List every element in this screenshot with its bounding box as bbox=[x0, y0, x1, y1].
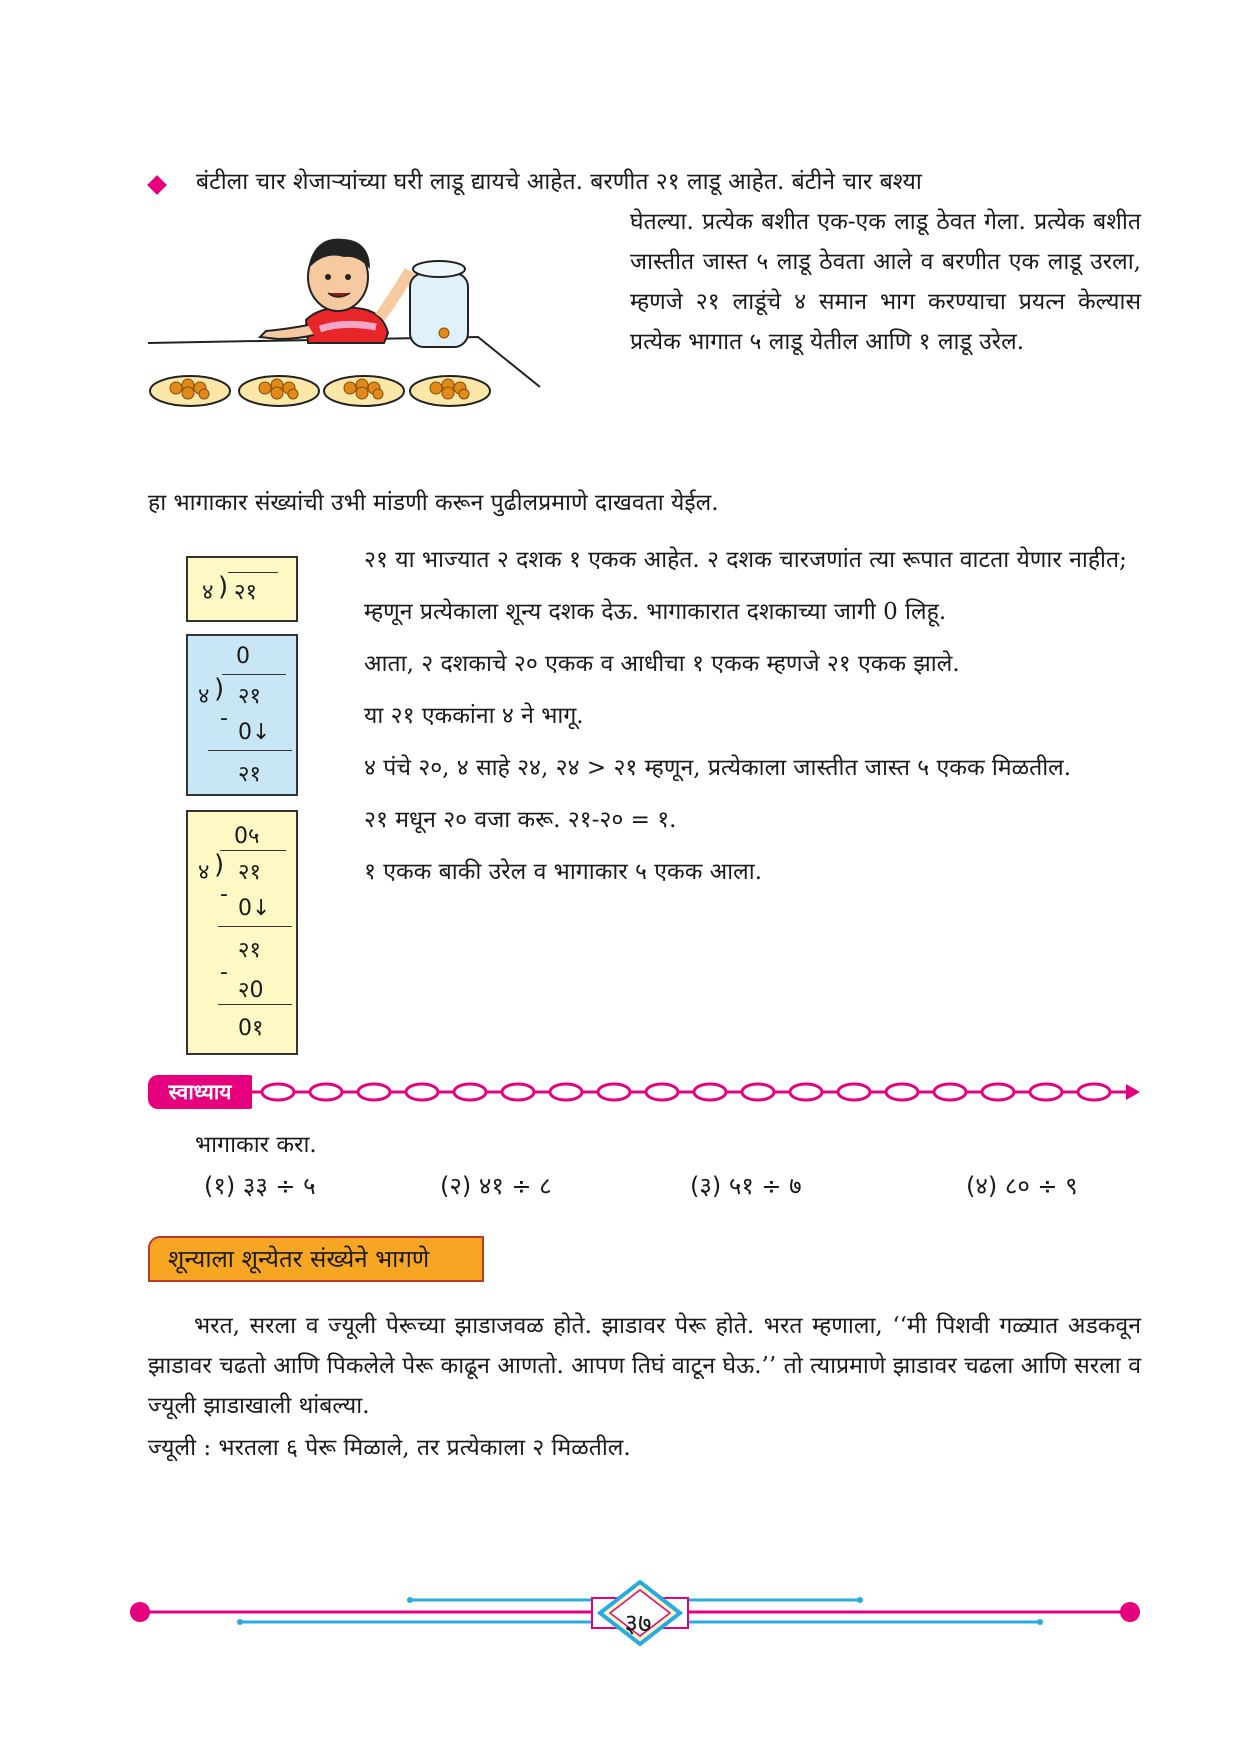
minus-sign-2: - bbox=[220, 960, 228, 985]
quotient: 0 bbox=[236, 644, 250, 669]
bullet-diamond-icon bbox=[147, 175, 167, 195]
subtrahend: 0↓ bbox=[238, 720, 271, 745]
step-4: या २१ एककांना ४ ने भागू. bbox=[364, 703, 584, 729]
decorative-chain-border bbox=[250, 1076, 1140, 1108]
quotient: 0५ bbox=[234, 824, 260, 849]
minus-sign: - bbox=[220, 706, 228, 731]
exercise-item-1: (१) ३३ ÷ ५ bbox=[204, 1172, 316, 1200]
division-bar bbox=[220, 850, 286, 851]
boy-with-laddoo-jar-illustration bbox=[148, 225, 618, 465]
section-heading: शून्याला शून्येतर संख्येने भागणे bbox=[168, 1245, 430, 1273]
subtrahend-1: 0↓ bbox=[238, 896, 271, 921]
divisor: ४ bbox=[198, 684, 210, 709]
subtrahend-2: २0 bbox=[238, 978, 264, 1003]
intro-paragraph: घेतल्या. प्रत्येक बशीत एक-एक लाडू ठेवत गेला. प्रत्येक बशीत जास्तीत जास्त ५ लाडू ठेवता आले व बरणीत एक लाडू उरला, म्हणजे २१ लाडूंचे ४ समान भाग करण्याचा प्रयत्न केल्यास प्रत्येक भागात ५ लाडू येतील आणि १ लाडू उरेल. bbox=[630, 209, 1141, 355]
exercise-tab: स्वाध्याय bbox=[148, 1075, 252, 1109]
step-3: आता, २ दशकाचे २० एकक व आधीचा १ एकक म्हणजे २१ एकक झाले. bbox=[364, 651, 960, 677]
exercise-item-4: (४) ८० ÷ ९ bbox=[966, 1172, 1078, 1200]
page-number: ३७ bbox=[624, 1609, 652, 1639]
lead-sentence: हा भागाकार संख्यांची उभी मांडणी करून पुढीलप्रमाणे दाखवता येईल. bbox=[148, 490, 719, 516]
story-paragraph: भरत, सरला व ज्यूली पेरूच्या झाडाजवळ होते. झाडावर पेरू होते. भरत म्हणाला, ‘‘मी पिशवी गळ्यात अडकवून झाडावर चढतो आणि पिकलेले पेरू काढून आणतो. आपण तिघं वाटून घेऊ.’’ तो त्याप्रमाणे झाडावर चढला आणि सरला व ज्यूली झाडाखाली थांबल्या. bbox=[148, 1313, 1141, 1419]
division-bracket: ) bbox=[214, 674, 225, 704]
step-1: २१ या भाज्यात २ दशक १ एकक आहेत. २ दशक चारजणांत त्या रूपात वाटता येणार नाहीत; bbox=[364, 547, 1127, 573]
subtraction-line-1 bbox=[218, 926, 292, 927]
division-box-3 bbox=[186, 810, 298, 1055]
division-steps bbox=[364, 540, 1142, 904]
divisor: ४ bbox=[198, 860, 210, 885]
intro-line-1: बंटीला चार शेजाऱ्यांच्या घरी लाडू द्यायचे आहेत. बरणीत २१ लाडू आहेत. बंटीने चार बश्या bbox=[196, 169, 922, 195]
division-bracket: ) bbox=[218, 572, 229, 602]
dividend: २१ bbox=[238, 684, 261, 709]
exercise-item-3: (३) ५१ ÷ ७ bbox=[690, 1172, 802, 1200]
remainder-1: २१ bbox=[238, 938, 261, 963]
division-box-1 bbox=[186, 556, 298, 622]
dividend: २१ bbox=[238, 860, 261, 885]
remainder: २१ bbox=[238, 762, 261, 787]
subtraction-line-2 bbox=[218, 1004, 292, 1005]
division-box-2 bbox=[186, 634, 298, 796]
divisor: ४ bbox=[202, 580, 214, 605]
step-5: ४ पंचे २०, ४ साहे २४, २४ > २१ म्हणून, प्रत्येकाला जास्तीत जास्त ५ एकक मिळतील. bbox=[364, 755, 1072, 781]
subtraction-line bbox=[208, 750, 292, 751]
dialogue-line: ज्यूली : भरतला ६ पेरू मिळाले, तर प्रत्येकाला २ मिळतील. bbox=[148, 1435, 631, 1461]
division-bar bbox=[222, 674, 286, 675]
division-bracket: ) bbox=[214, 850, 225, 880]
step-7: १ एकक बाकी उरेल व भागाकार ५ एकक आला. bbox=[364, 859, 763, 885]
exercise-instruction: भागाकार करा. bbox=[195, 1132, 317, 1158]
minus-sign: - bbox=[220, 882, 228, 907]
division-bar bbox=[228, 572, 278, 573]
exercise-item-2: (२) ४१ ÷ ८ bbox=[440, 1172, 552, 1200]
step-2: म्हणून प्रत्येकाला शून्य दशक देऊ. भागाकारात दशकाच्या जागी 0 लिहू. bbox=[364, 599, 947, 625]
step-6: २१ मधून २० वजा करू. २१-२० = १. bbox=[364, 807, 677, 833]
remainder-2: 0१ bbox=[238, 1016, 264, 1041]
dividend: २१ bbox=[234, 580, 257, 605]
